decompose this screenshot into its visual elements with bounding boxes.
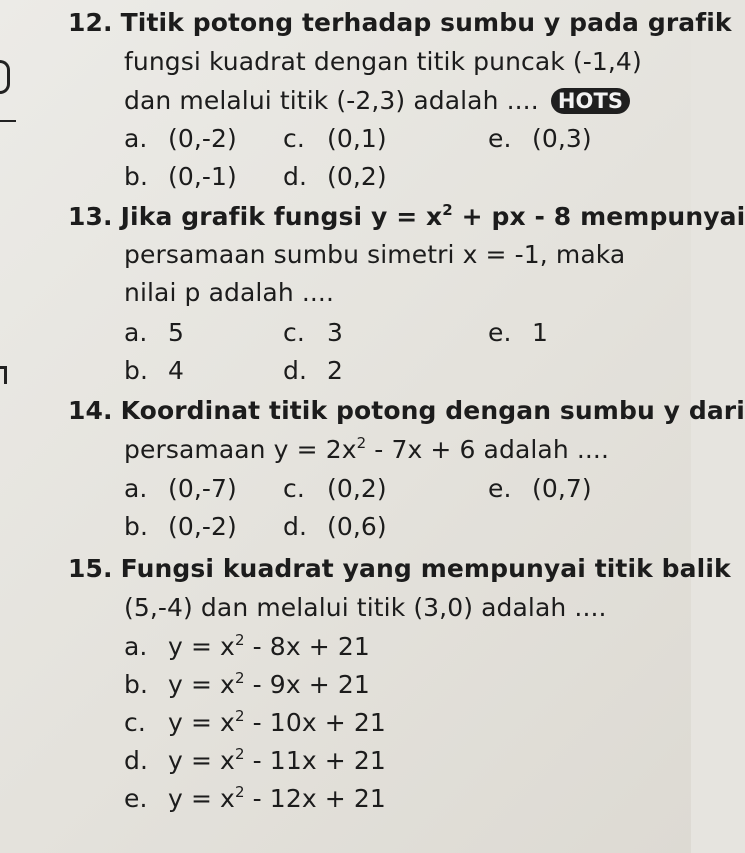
question-number: 14.: [68, 396, 113, 425]
question-text: Fungsi kuadrat yang mempunyai titik balik: [120, 554, 731, 583]
option-15e: e. $y = x^2 - 12x + 21$: [124, 783, 386, 813]
option-15d: d. $y = x^2 - 11x + 21$: [124, 745, 386, 775]
option-14a: a. (0,-7): [124, 474, 237, 503]
question-text: Jika grafik fungsi $y = x^2$ + px - 8 mempunyai: [120, 201, 745, 231]
margin-mark: [4, 366, 7, 384]
question-text: Koordinat titik potong dengan sumbu y dari: [120, 396, 745, 425]
option-13d: d. 2: [283, 356, 344, 385]
option-15a: a. $y = x^2 - 8x + 21$: [124, 631, 370, 661]
option-13e: e. 1: [488, 318, 549, 347]
option-12c: c. (0,1): [283, 124, 387, 153]
question-number: 12.: [68, 8, 113, 37]
question-13-line-3: [124, 278, 334, 308]
question-number: 15.: [68, 554, 113, 583]
option-13b: b. 4: [124, 356, 185, 385]
option-14d: d. (0,6): [283, 512, 387, 541]
question-text: Titik potong terhadap sumbu y pada grafik: [120, 8, 732, 37]
margin-mark: [0, 60, 10, 94]
option-13a: a. 5: [124, 318, 185, 347]
question-13-line-2: [124, 240, 625, 270]
question-text: dan melalui titik (-2,3) adalah ....: [124, 86, 539, 115]
question-text: (5,-4) dan melalui titik (3,0) adalah ....: [124, 593, 607, 622]
question-14-line-2: [124, 435, 609, 465]
question-12-line-3: [124, 86, 630, 116]
margin-mark: [0, 120, 16, 122]
question-text: fungsi kuadrat dengan titik puncak (-1,4): [124, 47, 642, 76]
question-15-line-1: [68, 554, 731, 584]
option-12b: b. (0,-1): [124, 162, 237, 191]
question-number: 13.: [68, 202, 113, 231]
question-13-line-1: [68, 202, 745, 232]
option-12d: d. (0,2): [283, 162, 387, 191]
option-12e: e. (0,3): [488, 124, 592, 153]
question-14-line-1: [68, 396, 745, 426]
hots-badge: HOTS: [551, 88, 630, 114]
option-14e: e. (0,7): [488, 474, 592, 503]
question-15-line-2: [124, 593, 607, 623]
option-14c: c. (0,2): [283, 474, 387, 503]
question-text: persamaan $y = 2x^2 - 7x + 6$ adalah ....: [124, 434, 610, 464]
question-text: persamaan sumbu simetri x = -1, maka: [124, 240, 626, 269]
option-15b: b. $y = x^2 - 9x + 21$: [124, 669, 370, 699]
option-14b: b. (0,-2): [124, 512, 237, 541]
option-13c: c. 3: [283, 318, 344, 347]
option-15c: c. $y = x^2 - 10x + 21$: [124, 707, 386, 737]
question-12-line-2: [124, 47, 642, 77]
question-text: nilai p adalah ....: [124, 278, 335, 307]
option-12a: a. (0,-2): [124, 124, 237, 153]
question-12-line-1: [68, 8, 732, 38]
